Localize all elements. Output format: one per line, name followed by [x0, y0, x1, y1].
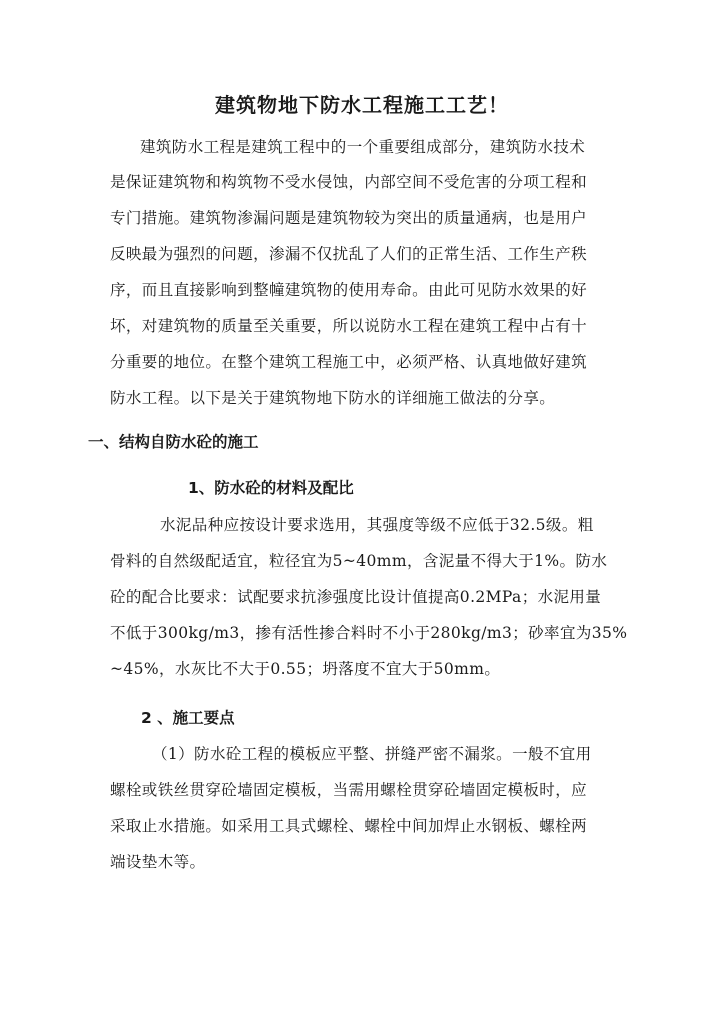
intro-line-3: 专门措施。建筑物渗漏问题是建筑物较为突出的质量通病，也是用户 [110, 209, 588, 227]
document-title: 建筑物地下防水工程施工工艺！ [215, 93, 509, 117]
sub1-line-2: 骨料的自然级配适宜，粒径宜为5~40mm，含泥量不得大于1%。防水 [110, 552, 608, 570]
sub2-line-2: 螺栓或铁丝贯穿砼墙固定模板，当需用螺栓贯穿砼墙固定模板时，应 [110, 781, 588, 799]
sub1-line-4: 不低于300kg/m3，掺有活性掺合料时不小于280kg/m3；砂率宜为35% [110, 624, 628, 642]
intro-line-5: 序，而且直接影响到整幢建筑物的使用寿命。由此可见防水效果的好 [110, 281, 588, 299]
sub2-line-4: 端设垫木等。 [110, 853, 206, 871]
intro-line-4: 反映最为强烈的问题，渗漏不仅扰乱了人们的正常生活、工作生产秩 [110, 245, 588, 263]
section-1-heading: 一、结构自防水砼的施工 [88, 433, 259, 451]
intro-line-7: 分重要的地位。在整个建筑工程施工中，必须严格、认真地做好建筑 [110, 353, 588, 371]
sub1-line-1: 水泥品种应按设计要求选用，其强度等级不应低于32.5级。粗 [160, 516, 594, 534]
intro-line-8: 防水工程。以下是关于建筑物地下防水的详细施工做法的分享。 [110, 389, 556, 407]
intro-line-6: 坏，对建筑物的质量至关重要，所以说防水工程在建筑工程中占有十 [110, 317, 588, 335]
sub1-line-3: 砼的配合比要求：试配要求抗渗强度比设计值提高0.2MPa；水泥用量 [110, 588, 602, 606]
sub1-line-5: ~45%，水灰比不大于0.55；坍落度不宜大于50mm。 [110, 660, 501, 678]
subsection-2-heading: 2 、施工要点 [141, 709, 235, 727]
subsection-1-heading: 1、防水砼的材料及配比 [188, 479, 354, 497]
intro-line-1: 建筑防水工程是建筑工程中的一个重要组成部分，建筑防水技术 [140, 138, 586, 156]
sub2-line-3: 采取止水措施。如采用工具式螺栓、螺栓中间加焊止水钢板、螺栓两 [110, 817, 588, 835]
sub2-line-1: （1）防水砼工程的模板应平整、拼缝严密不漏浆。一般不宜用 [152, 745, 592, 763]
intro-line-2: 是保证建筑物和构筑物不受水侵蚀，内部空间不受危害的分项工程和 [110, 173, 588, 191]
